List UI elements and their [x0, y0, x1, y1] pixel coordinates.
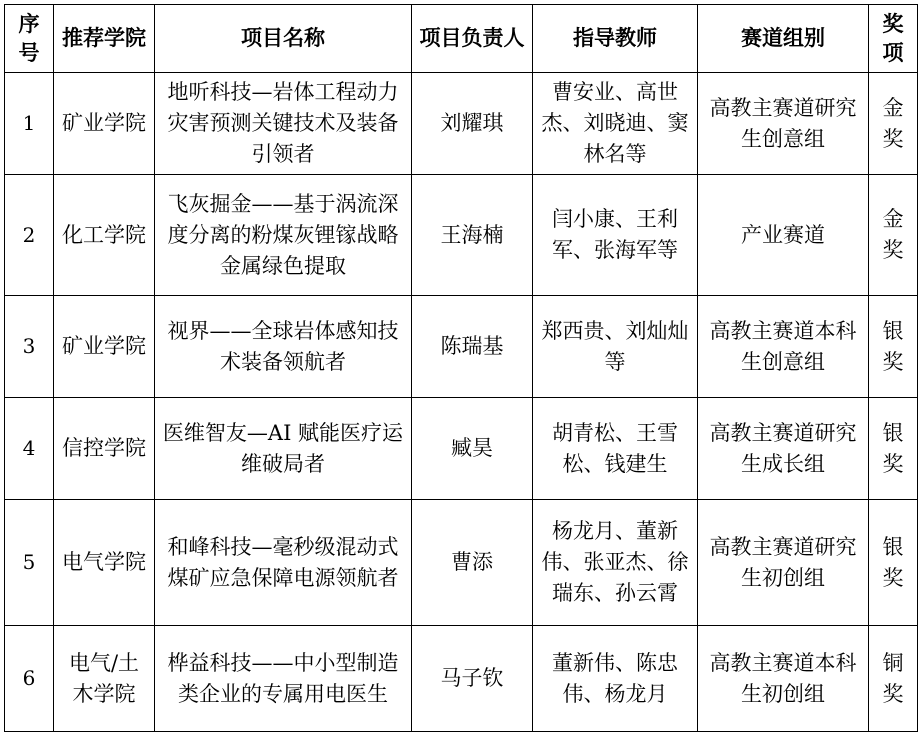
cell-award: 银奖 [869, 296, 918, 398]
cell-advisors: 董新伟、陈忠伟、杨龙月 [533, 626, 698, 732]
cell-track: 高教主赛道本科生初创组 [698, 626, 869, 732]
cell-project: 飞灰掘金——基于涡流深度分离的粉煤灰锂镓战略金属绿色提取 [155, 175, 412, 296]
cell-college: 矿业学院 [54, 296, 155, 398]
cell-advisors: 胡青松、王雪松、钱建生 [533, 398, 698, 500]
cell-award: 金奖 [869, 175, 918, 296]
cell-no: 3 [5, 296, 54, 398]
cell-project: 医维智友—AI 赋能医疗运维破局者 [155, 398, 412, 500]
cell-leader: 刘耀琪 [412, 73, 533, 175]
cell-track: 高教主赛道研究生成长组 [698, 398, 869, 500]
cell-leader: 臧昊 [412, 398, 533, 500]
cell-award: 铜奖 [869, 626, 918, 732]
cell-no: 1 [5, 73, 54, 175]
cell-advisors: 杨龙月、董新伟、张亚杰、徐瑞东、孙云霄 [533, 500, 698, 626]
header-track: 赛道组别 [698, 5, 869, 73]
cell-college: 化工学院 [54, 175, 155, 296]
cell-leader: 王海楠 [412, 175, 533, 296]
cell-track: 高教主赛道研究生创意组 [698, 73, 869, 175]
header-no: 序号 [5, 5, 54, 73]
cell-college: 电气/土木学院 [54, 626, 155, 732]
cell-project: 地听科技—岩体工程动力灾害预测关键技术及装备引领者 [155, 73, 412, 175]
table-row [5, 73, 918, 175]
cell-college: 电气学院 [54, 500, 155, 626]
header-award: 奖项 [869, 5, 918, 73]
cell-track: 高教主赛道研究生初创组 [698, 500, 869, 626]
header-row [5, 5, 918, 73]
cell-college: 矿业学院 [54, 73, 155, 175]
table-row [5, 626, 918, 732]
cell-leader: 马子钦 [412, 626, 533, 732]
cell-leader: 陈瑞基 [412, 296, 533, 398]
cell-no: 4 [5, 398, 54, 500]
cell-advisors: 郑西贵、刘灿灿等 [533, 296, 698, 398]
table-row [5, 175, 918, 296]
cell-project: 和峰科技—毫秒级混动式煤矿应急保障电源领航者 [155, 500, 412, 626]
header-leader: 项目负责人 [412, 5, 533, 73]
cell-no: 5 [5, 500, 54, 626]
cell-project: 桦益科技——中小型制造类企业的专属用电医生 [155, 626, 412, 732]
cell-no: 6 [5, 626, 54, 732]
cell-advisors: 曹安业、高世杰、刘晓迪、窦林名等 [533, 73, 698, 175]
cell-leader: 曹添 [412, 500, 533, 626]
header-advisors: 指导教师 [533, 5, 698, 73]
cell-award: 银奖 [869, 500, 918, 626]
header-project: 项目名称 [155, 5, 412, 73]
table-row [5, 398, 918, 500]
header-college: 推荐学院 [54, 5, 155, 73]
cell-no: 2 [5, 175, 54, 296]
cell-award: 银奖 [869, 398, 918, 500]
cell-advisors: 闫小康、王利军、张海军等 [533, 175, 698, 296]
table-row [5, 296, 918, 398]
awards-table [4, 4, 918, 732]
cell-college: 信控学院 [54, 398, 155, 500]
cell-track: 高教主赛道本科生创意组 [698, 296, 869, 398]
cell-award: 金奖 [869, 73, 918, 175]
table-row [5, 500, 918, 626]
cell-track: 产业赛道 [698, 175, 869, 296]
cell-project: 视界——全球岩体感知技术装备领航者 [155, 296, 412, 398]
